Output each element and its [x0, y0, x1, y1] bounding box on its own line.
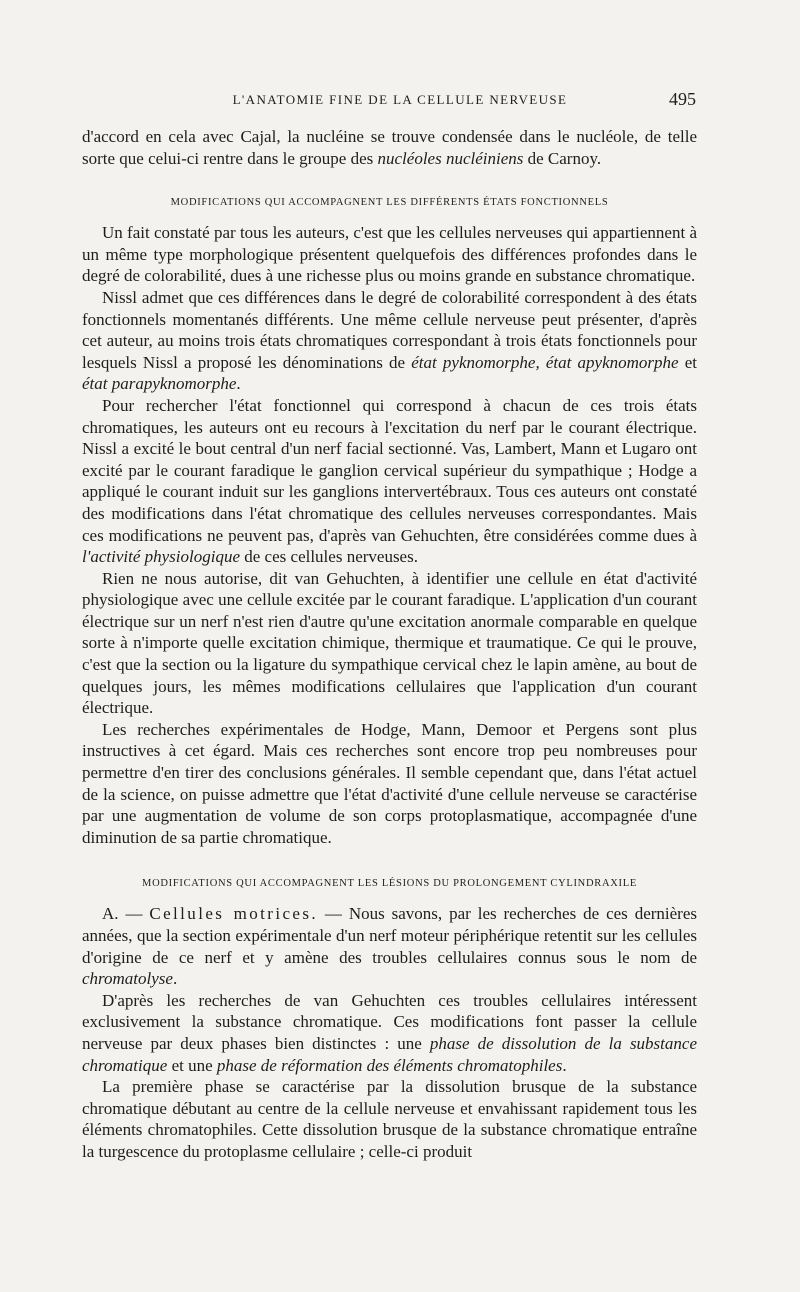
paragraph: Pour rechercher l'état fonctionnel qui correspond à chacun de ces trois états chromatiques, les auteurs ont eu recours à l'excitation du nerf par le courant électrique. Nissl a excité le bout central d'un nerf facial sectionné. Vas, Lambert, Mann et Lugaro ont excité par le courant faradique le ganglion cervical supérieur du sympathique ; Hodge a appliqué le courant induit sur les ganglions intervertébraux. Tous ces auteurs ont constaté des modifications dans l'état chromatique des cellules nerveuses correspondantes. Mais ces modifications ne peuvent pas, d'après van Gehuchten, être considérées comme dues à l'activité physiologique de ces cellules nerveuses. [82, 395, 697, 567]
italic-term: état pyknomorphe, état apyknomorphe [411, 352, 679, 372]
paragraph: Un fait constaté par tous les auteurs, c'est que les cellules nerveuses qui appartiennent à un même type morphologique présentent quelquefois des différences profondes dans le degré de colorabilité, dues à une richesse plus ou moins grande en substance chromatique. [82, 223, 697, 286]
section-heading: MODIFICATIONS QUI ACCOMPAGNENT LES LÉSIONS DU PROLONGEMENT CYLINDRAXILE [142, 878, 637, 890]
spaced-subheading: Cellules motrices. [149, 904, 318, 924]
paragraph: Rien ne nous autorise, dit van Gehuchten, à identifier une cellule en état d'activité physiologique avec une cellule excitée par le courant faradique. L'application d'un courant électrique sur un nerf n'est rien d'autre qu'une excitation anormale comparable en quelque sorte à n'importe quelle excitation chimique, thermique et traumatique. Ce qui le prouve, c'est que la section ou la ligature du sympathique cervical chez le lapin amène, au bout de quelques jours, les mêmes modifications cellulaires que l'application d'un courant électrique. [82, 568, 697, 718]
page-number: 495 [669, 89, 696, 109]
italic-term: phase de dissolution de la substance chromatique [82, 1033, 697, 1075]
italic-term: état parapyknomorphe [82, 374, 237, 394]
paragraph: La première phase se caractérise par la dissolution brusque de la substance chromatique débutant au centre de la cellule nerveuse et envahissant rapidement tous les éléments chromatophiles. Cette dissolution brusque de la substance chromatique entraîne la turgescence du protoplasme cellulaire ; celle-ci produit [82, 1077, 697, 1161]
section-heading: MODIFICATIONS QUI ACCOMPAGNENT LES DIFFÉRENTS ÉTATS FONCTIONNELS [170, 197, 609, 209]
paragraph: d'accord en cela avec Cajal, la nucléine se trouve condensée dans le nucléole, de telle sorte que celui-ci rentre dans le groupe des nucléoles nucléiniens de Carnoy. [82, 127, 697, 168]
paragraph: Les recherches expérimentales de Hodge, Mann, Demoor et Pergens sont plus instructives à cet égard. Mais ces recherches sont encore trop peu nombreuses pour permettre d'en tirer des conclusions générales. Il semble cependant que, dans l'état actuel de la science, on puisse admettre que l'état d'activité d'une cellule nerveuse se caractérise par une augmentation de volume de son corps protoplasmatique, accompagnée d'une diminution de sa partie chromatique. [82, 719, 697, 847]
italic-term: l'activité physiologique [82, 547, 241, 567]
paragraph: A. — Cellules motrices. — Nous savons, par les recherches de ces dernières années, que la section expérimentale d'un nerf moteur périphérique retentit sur les cellules d'origine de ce nerf et y amène des troubles cellulaires connus sous le nom de chromatolyse. [82, 904, 697, 989]
paragraph: D'après les recherches de van Gehuchten ces troubles cellulaires intéressent exclusivement la substance chromatique. Ces modifications font passer la cellule nerveuse par deux phases bien distinctes : une phase de dissolution de la substance chromatique et une phase de réformation des éléments chromatophiles. [82, 990, 697, 1075]
running-title: L'ANATOMIE FINE DE LA CELLULE NERVEUSE [232, 92, 568, 107]
italic-term: chromatolyse [82, 969, 173, 989]
paragraph: Nissl admet que ces différences dans le degré de colorabilité correspondent à des états fonctionnels momentanés différents. Une même cellule nerveuse peut présenter, d'après cet auteur, au moins trois états chromatiques correspondant à trois états fonctionnels pour lesquels Nissl a proposé les dénominations de état pyknomorphe, état apyknomorphe et état parapyknomorphe. [82, 287, 697, 394]
italic-term: phase de réformation des éléments chromatophiles [216, 1055, 563, 1075]
italic-term: nucléoles nucléiniens [377, 148, 524, 168]
body-text [82, 126, 697, 1163]
